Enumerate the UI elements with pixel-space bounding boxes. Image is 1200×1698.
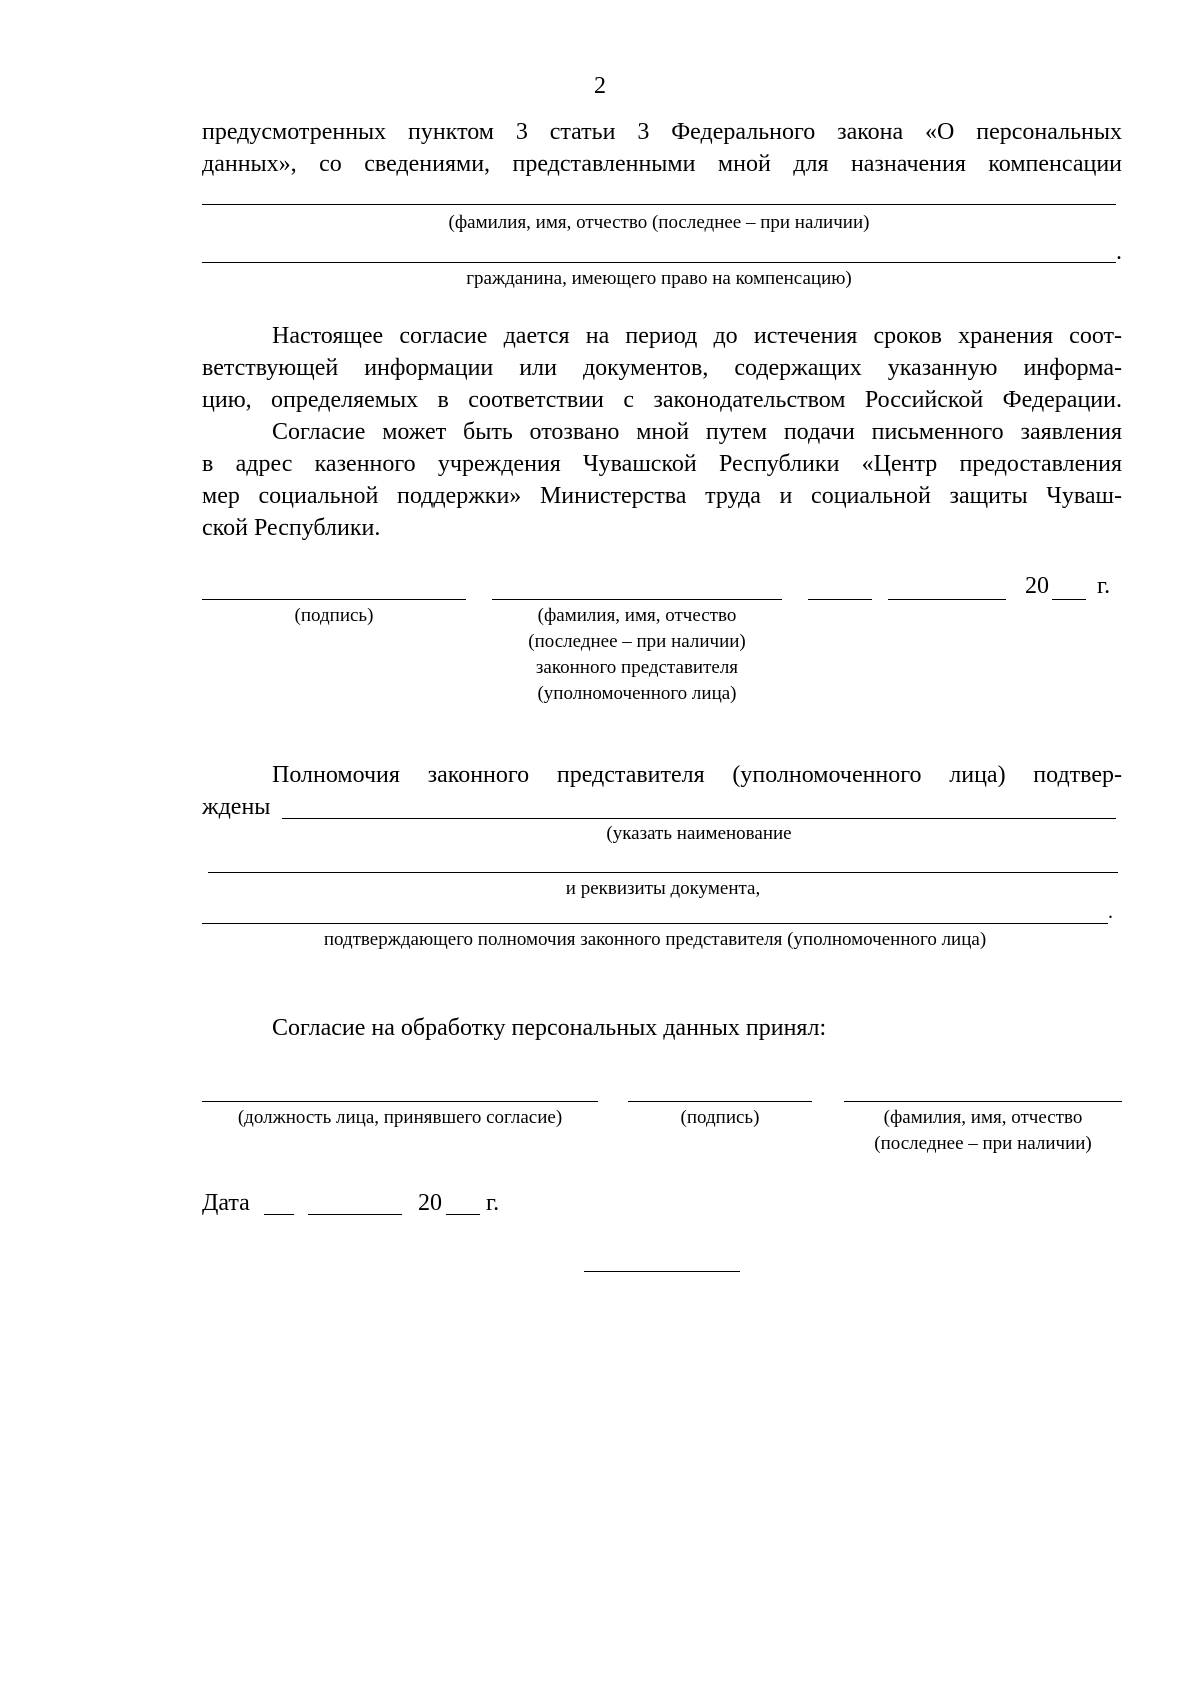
caption-authority-1: (указать наименование: [606, 823, 792, 844]
date-month-blank-line[interactable]: [308, 1214, 402, 1215]
caption-rep-line-2: (последнее – при наличии): [528, 631, 746, 652]
citizen-line-period: .: [1116, 239, 1122, 265]
para-term-line-2: ветствующей информации или документов, содержащих указанную информа-: [202, 355, 1122, 381]
caption-rep-line-1: (фамилия, имя, отчество: [537, 605, 737, 626]
accepted-heading: Согласие на обработку персональных данных принял:: [272, 1015, 827, 1041]
date-year-prefix: 20: [418, 1190, 442, 1216]
caption-authority-3: подтверждающего полномочия законного представителя (уполномоченного лица): [323, 929, 987, 950]
para-term-line-1: Настоящее согласие дается на период до истечения сроков хранения соот-: [272, 323, 1122, 349]
position-blank-line[interactable]: [202, 1101, 598, 1102]
year-prefix: 20: [1025, 573, 1049, 599]
para-term-line-3: цию, определяемых в соответствии с законодательством Российской Федерации.: [202, 387, 1122, 413]
end-separator-line: [584, 1271, 740, 1272]
month-blank-line[interactable]: [888, 599, 1006, 600]
caption-name: (фамилия, имя, отчество (последнее – при наличии): [448, 212, 870, 233]
caption-signature: (подпись): [294, 605, 374, 626]
caption-authority-2: и реквизиты документа,: [565, 878, 761, 899]
authority-details-blank-line[interactable]: [208, 872, 1118, 873]
year-blank-line[interactable]: [1052, 599, 1086, 600]
authority-period: .: [1108, 901, 1113, 923]
rep-name-blank-line[interactable]: [492, 599, 782, 600]
para-revoke-line-4: ской Республики.: [202, 515, 381, 541]
caption-accepted-signature: (подпись): [680, 1107, 760, 1128]
date-year-suffix: г.: [486, 1190, 500, 1216]
date-label: Дата: [202, 1190, 250, 1216]
caption-accepted-name-2: (последнее – при наличии): [874, 1133, 1092, 1154]
accepted-name-blank-line[interactable]: [844, 1101, 1122, 1102]
authority-doc-blank-line[interactable]: [282, 818, 1116, 819]
caption-citizen: гражданина, имеющего право на компенсацию): [466, 268, 852, 289]
intro-line-1: предусмотренных пунктом 3 статьи 3 Федерального закона «О персональных: [202, 119, 1122, 145]
caption-rep-line-3: законного представителя: [535, 657, 739, 678]
authority-confirm-blank-line[interactable]: [202, 923, 1108, 924]
authority-line-1: Полномочия законного представителя (уполномоченного лица) подтвер-: [272, 762, 1122, 788]
caption-accepted-name-1: (фамилия, имя, отчество: [883, 1107, 1083, 1128]
caption-rep-line-4: (уполномоченного лица): [537, 683, 737, 704]
date-year-blank-line[interactable]: [446, 1214, 480, 1215]
accepted-signature-blank-line[interactable]: [628, 1101, 812, 1102]
day-blank-line[interactable]: [808, 599, 872, 600]
date-day-blank-line[interactable]: [264, 1214, 294, 1215]
year-suffix: г.: [1097, 573, 1111, 599]
name-blank-line[interactable]: [202, 204, 1116, 205]
para-revoke-line-1: Согласие может быть отозвано мной путем подачи письменного заявления: [272, 419, 1122, 445]
signature-blank-line[interactable]: [202, 599, 466, 600]
caption-position: (должность лица, принявшего согласие): [237, 1107, 563, 1128]
authority-line-2-prefix: ждены: [202, 794, 271, 820]
para-revoke-line-2: в адрес казенного учреждения Чувашской Республики «Центр предоставления: [202, 451, 1122, 477]
para-revoke-line-3: мер социальной поддержки» Министерства труда и социальной защиты Чуваш-: [202, 483, 1122, 509]
page-number: 2: [594, 73, 606, 99]
citizen-blank-line[interactable]: [202, 262, 1116, 263]
intro-line-2: данных», со сведениями, представленными мной для назначения компенсации: [202, 151, 1122, 177]
